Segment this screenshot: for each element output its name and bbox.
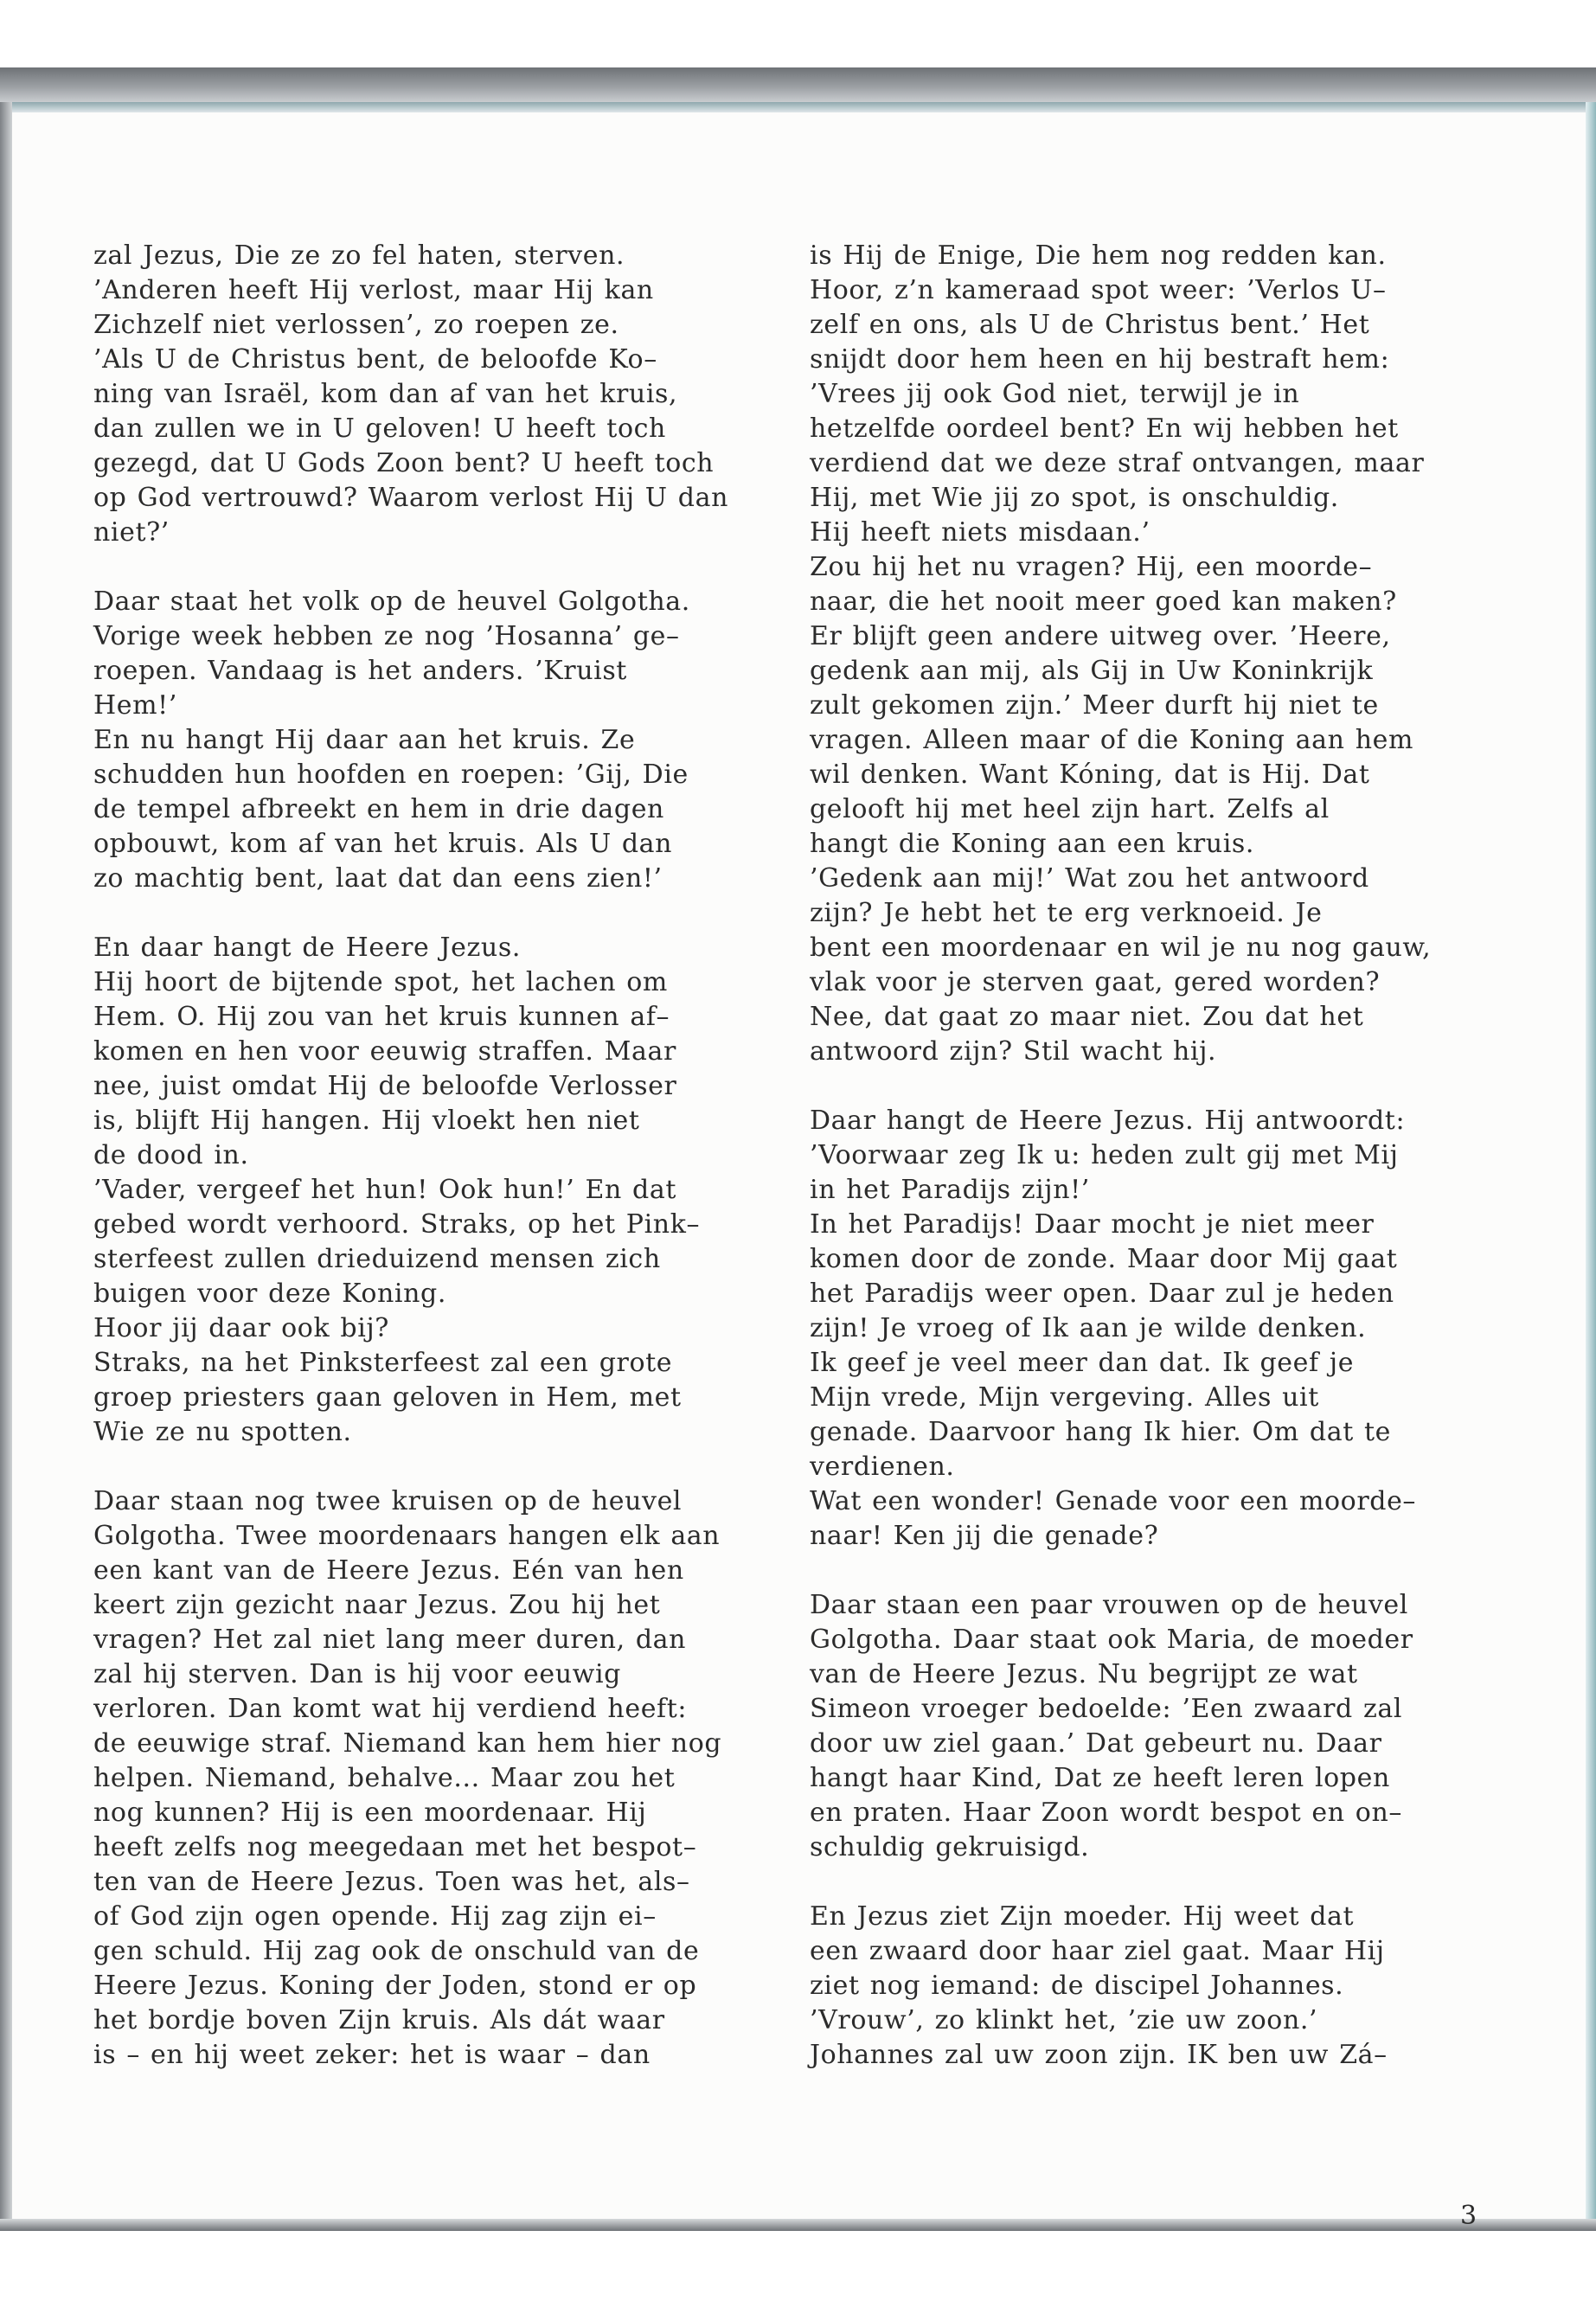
scanner-top-bar: [0, 67, 1596, 102]
paragraph: is Hij de Enige, Die hem nog redden kan. Hoor, z’n kameraad spot weer: ’Verlos U– zelf en ons, als U de Christus bent.’ Het snijdt door hem heen en hij bestraft hem: ’Vrees jij ook God niet, terwijl je in hetzelfde oordeel bent? En wij hebben het verdiend dat we deze straf ontvangen, maar Hij, met Wie jij zo spot, is onschuldig. Hij heeft niets misdaan.’ Zou hij het nu vragen? Hij, een moorde– naar, die het nooit meer goed kan maken? Er blijft geen andere uitweg over. ’Heere, gedenk aan mij, als Gij in Uw Koninkrijk zult gekomen zijn.’ Meer durft hij niet te vragen. Alleen maar of die Koning aan hem wil denken. Want Kóning, dat is Hij. Dat gelooft hij met heel zijn hart. Zelfs al hangt die Koning aan een kruis. ’Gedenk aan mij!’ Wat zou het antwoord zijn? Je hebt het te erg verknoeid. Je bent een moordenaar en wil je nu nog gauw, vlak voor je sterven gaat, gered worden? Nee, dat gaat zo maar niet. Zou dat het antwoord zijn? Stil wacht hij.: [810, 240, 1432, 1067]
right-column: [810, 239, 1467, 2073]
page-bottom-edge: [0, 2219, 1596, 2231]
page-right-edge: [1586, 102, 1596, 2226]
paragraph: Daar staan een paar vrouwen op de heuvel Golgotha. Daar staat ook Maria, de moeder van de Heere Jezus. Nu begrijpt ze wat Simeon vroeger bedoelde: ’Een zwaard zal door uw ziel gaan.’ Dat gebeurt nu. Daar hangt haar Kind, Dat ze heeft leren lopen en praten. Haar Zoon wordt bespot en on– schuldig gekruisigd.: [810, 1590, 1413, 1862]
scanner-top-edge: [0, 102, 1596, 112]
paragraph: Daar staan nog twee kruisen op de heuvel Golgotha. Twee moordenaars hangen elk aan een kant van de Heere Jezus. Eén van hen keert zijn gezicht naar Jezus. Zou hij het vragen? Het zal niet lang meer duren, dan zal hij sterven. Dan is hij voor eeuwig verloren. Dan komt wat hij verdiend heeft: de eeuwige straf. Niemand kan hem hier nog helpen. Niemand, behalve... Maar zou het nog kunnen? Hij is een moordenaar. Hij heeft zelfs nog meegedaan met het bespot– ten van de Heere Jezus. Toen was het, als– of God zijn ogen opende. Hij zag zijn ei– gen schuld. Hij zag ook de onschuld van de Heere Jezus. Koning der Joden, stond er op het bordje boven Zijn kruis. Als dát waar is – en hij weet zeker: het is waar – dan: [93, 1486, 722, 2070]
paragraph: En Jezus ziet Zijn moeder. Hij weet dat een zwaard door haar ziel gaat. Maar Hij ziet nog iemand: de discipel Johannes. ’Vrouw’, zo klinkt het, ’zie uw zoon.’ Johannes zal uw zoon zijn. IK ben uw Zá–: [810, 1901, 1388, 2070]
page-number: 3: [1460, 2201, 1477, 2231]
paragraph: Daar staat het volk op de heuvel Golgotha. Vorige week hebben ze nog ’Hosanna’ ge– roepen. Vandaag is het anders. ’Kruist Hem!’ En nu hangt Hij daar aan het kruis. Ze schudden hun hoofden en roepen: ’Gij, Die de tempel afbreekt en hem in drie dagen opbouwt, kom af van het kruis. Als U dan zo machtig bent, laat dat dan eens zien!’: [93, 586, 690, 894]
paragraph: Daar hangt de Heere Jezus. Hij antwoordt: ’Voorwaar zeg Ik u: heden zult gij met Mij in het Paradijs zijn!’ In het Paradijs! Daar mocht je niet meer komen door de zonde. Maar door Mij gaat het Paradijs weer open. Daar zul je heden zijn! Je vroeg of Ik aan je wilde denken. Ik geef je veel meer dan dat. Ik geef je Mijn vrede, Mijn vergeving. Alles uit genade. Daarvoor hang Ik hier. Om dat te verdienen. Wat een wonder! Genade voor een moorde– naar! Ken jij die genade?: [810, 1106, 1417, 1551]
paragraph: zal Jezus, Die ze zo fel haten, sterven. ’Anderen heeft Hij verlost, maar Hij kan Zichzelf niet verlossen’, zo roepen ze. ’Als U de Christus bent, de beloofde Ko– ning van Israël, kom dan af van het kruis, dan zullen we in U geloven! U heeft toch gezegd, dat U Gods Zoon bent? U heeft toch op God vertrouwd? Waarom verlost Hij U dan niet?’: [93, 240, 728, 548]
page-sheet: [12, 112, 1586, 2231]
page-left-edge: [0, 102, 12, 2226]
paragraph: En daar hangt de Heere Jezus. Hij hoort de bijtende spot, het lachen om Hem. O. Hij zou van het kruis kunnen af– komen en hen voor eeuwig straffen. Maar nee, juist omdat Hij de beloofde Verlosser is, blijft Hij hangen. Hij vloekt hen niet de dood in. ’Vader, vergeef het hun! Ook hun!’ En dat gebed wordt verhoord. Straks, op het Pink– sterfeest zullen drieduizend mensen zich buigen voor deze Koning. Hoor jij daar ook bij? Straks, na het Pinksterfeest zal een grote groep priesters gaan geloven in Hem, met Wie ze nu spotten.: [93, 933, 701, 1447]
left-column: [93, 239, 751, 2073]
